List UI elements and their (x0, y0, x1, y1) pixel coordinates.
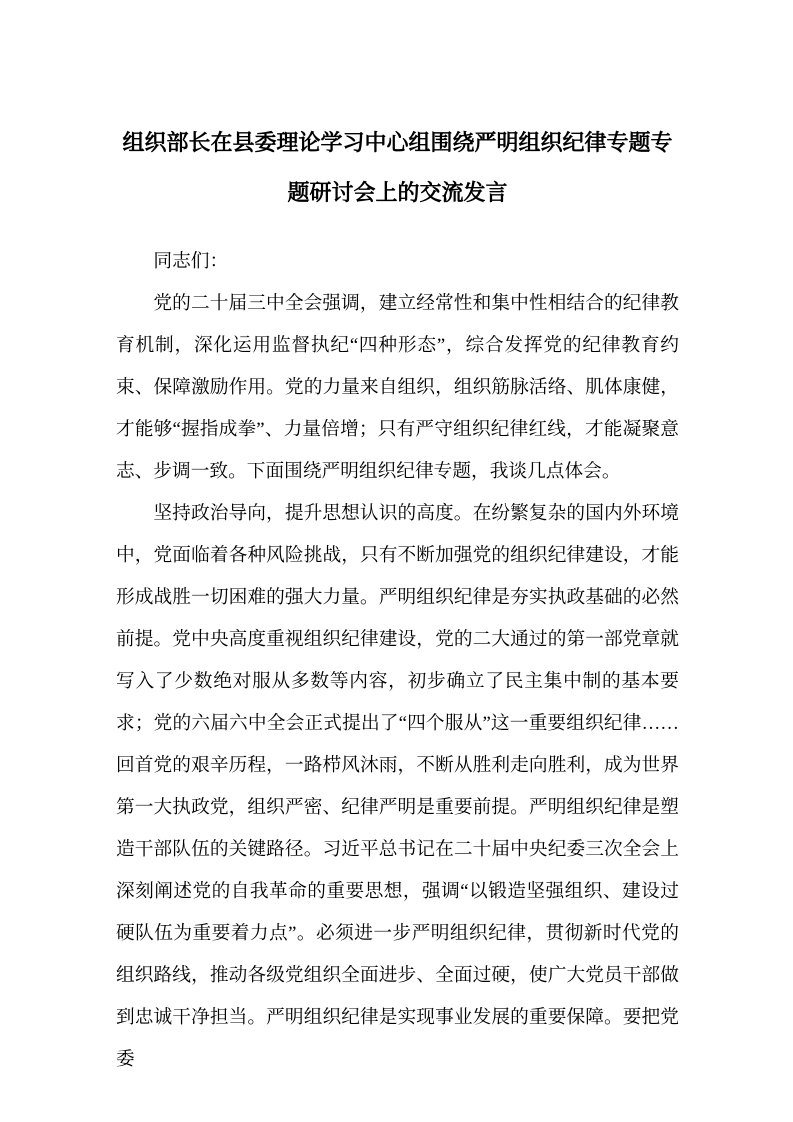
body-paragraph-1: 党的二十届三中全会强调，建立经常性和集中性相结合的纪律教育机制，深化运用监督执纪“四种形态”，综合发挥党的纪律教育约束、保障激励作用。党的力量来自组织，组织筋脉活络、肌体康健，才能够“握指成拳”、力量倍增；只有严守组织纪律红线，才能凝聚意志、步调一致。下面围绕严明组织纪律专题，我谈几点体会。 (116, 293, 679, 482)
body-paragraph-2: 坚持政治导向，提升思想认识的高度。在纷繁复杂的国内外环境中，党面临着各种风险挑战，只有不断加强党的组织纪律建设，才能形成战胜一切困难的强大力量。严明组织纪律是夯实执政基础的必然前提。党中央高度重视组织纪律建设，党的二大通过的第一部党章就写入了少数绝对服从多数等内容，初步确立了民主集中制的基本要求；党的六届六中全会正式提出了“四个服从”这一重要组织纪律……回首党的艰辛历程，一路栉风沐雨，不断从胜利走向胜利，成为世界第一大执政党，组织严密、纪律严明是重要前提。严明组织纪律是塑造干部队伍的关键路径。习近平总书记在二十届中央纪委三次全会上深刻阐述党的自我革命的重要思想，强调“以锻造坚强组织、建设过硬队伍为重要着力点”。必须进一步严明组织纪律，贯彻新时代党的组织路线，推动各级党组织全面进步、全面过硬，使广大党员干部做到忠诚干净担当。严明组织纪律是实现事业发展的重要保障。要把党委 (116, 503, 679, 1070)
document-title: 组织部长在县委理论学习中心组围绕严明组织纪律专题专题研讨会上的交流发言 (122, 130, 673, 205)
salutation-paragraph: 同志们： (153, 251, 229, 272)
